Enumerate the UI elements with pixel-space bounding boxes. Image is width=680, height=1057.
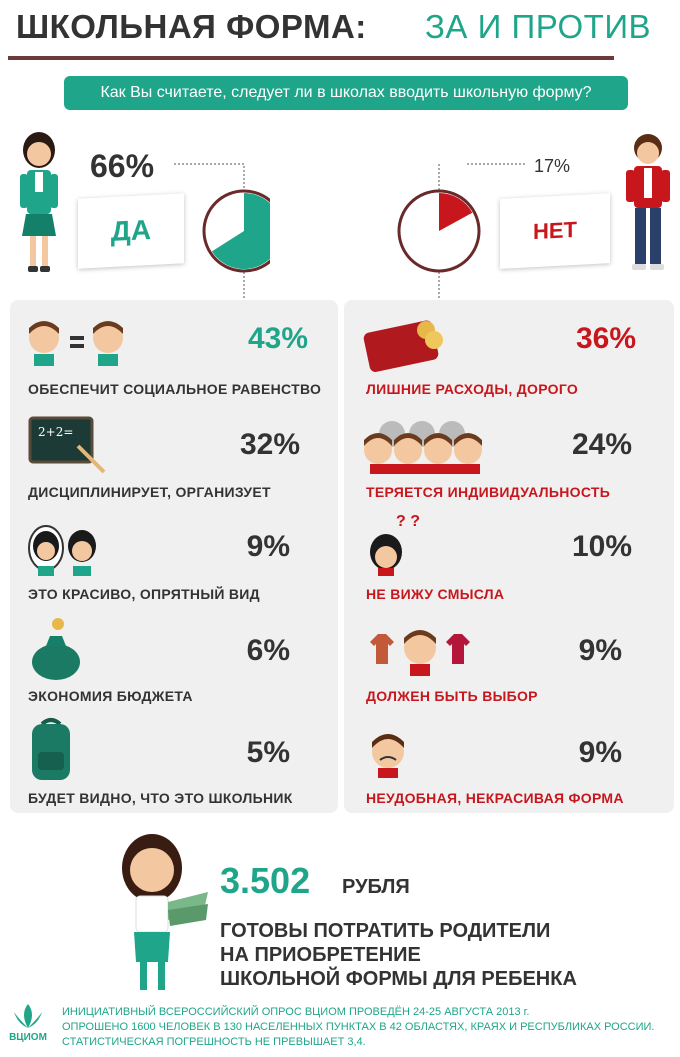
yes-card: ДА bbox=[78, 193, 184, 269]
pros-percent-1: 43% bbox=[247, 322, 308, 355]
cons-percent-4: 9% bbox=[578, 634, 622, 667]
pros-percent-3: 9% bbox=[246, 530, 290, 563]
title-divider bbox=[8, 56, 614, 60]
spending-line-2: НА ПРИОБРЕТЕНИЕ bbox=[220, 944, 421, 966]
survey-question: Как Вы считаете, следует ли в школах вводить школьную форму? bbox=[64, 76, 628, 110]
pros-label-1: ОБЕСПЕЧИТ СОЦИАЛЬНОЕ РАВЕНСТВО bbox=[28, 381, 322, 397]
spending-line-3: ШКОЛЬНОЙ ФОРМЫ ДЛЯ РЕБЕНКА bbox=[220, 968, 577, 990]
cons-label-1: ЛИШНИЕ РАСХОДЫ, ДОРОГО bbox=[366, 381, 579, 397]
woman-with-money-icon bbox=[108, 832, 212, 994]
footer-line-1: ИНИЦИАТИВНЫЙ ВСЕРОССИЙСКИЙ ОПРОС ВЦИОМ ПРОВЕДЁН 24-25 АВГУСТА 2013 г. bbox=[62, 1006, 530, 1018]
chalkboard-icon bbox=[28, 416, 108, 474]
page-subtitle: ЗА И ПРОТИВ bbox=[425, 8, 652, 45]
pros-percent-5: 5% bbox=[246, 736, 290, 769]
pros-label-3: ЭТО КРАСИВО, ОПРЯТНЫЙ ВИД bbox=[28, 586, 260, 602]
no-card: НЕТ bbox=[500, 193, 610, 269]
spending-amount: 3.502 bbox=[220, 860, 311, 901]
pros-percent-4: 6% bbox=[246, 634, 290, 667]
sad-boy-icon bbox=[368, 732, 408, 780]
pros-percent-2: 32% bbox=[239, 428, 300, 461]
vciom-logo-text: ВЦИОМ bbox=[9, 1032, 47, 1043]
footer-line-2: ОПРОШЕНО 1600 ЧЕЛОВЕК В 130 НАСЕЛЕННЫХ ПУНКТАХ В 42 ОБЛАСТЯХ, КРАЯХ И РЕСПУБЛИКАХ РОССИИ. bbox=[62, 1021, 655, 1033]
spending-line-1: ГОТОВЫ ПОТРАТИТЬ РОДИТЕЛИ bbox=[220, 920, 551, 942]
backpack-icon bbox=[28, 716, 74, 782]
cons-label-3: НЕ ВИЖУ СМЫСЛА bbox=[366, 586, 505, 602]
vciom-logo-icon bbox=[8, 1002, 48, 1032]
cons-label-5: НЕУДОБНАЯ, НЕКРАСИВАЯ ФОРМА bbox=[366, 790, 624, 806]
pros-label-5: БУДЕТ ВИДНО, ЧТО ЭТО ШКОЛЬНИК bbox=[28, 790, 293, 806]
wallet-coins-icon bbox=[362, 310, 448, 372]
boy-student-icon bbox=[620, 126, 676, 276]
same-faces-icon bbox=[362, 418, 488, 478]
money-bag-icon bbox=[28, 616, 84, 682]
page-title: ШКОЛЬНАЯ ФОРМА: bbox=[16, 8, 367, 45]
cons-label-4: ДОЛЖЕН БЫТЬ ВЫБОР bbox=[366, 688, 538, 704]
choice-shirts-icon bbox=[368, 628, 472, 680]
cons-percent-1: 36% bbox=[575, 322, 636, 355]
equal-students-icon bbox=[26, 318, 130, 368]
cons-label-2: ТЕРЯЕТСЯ ИНДИВИДУАЛЬНОСТЬ bbox=[366, 484, 611, 500]
chalkboard-text: 2+2= bbox=[38, 425, 74, 439]
girl-student-icon bbox=[10, 128, 68, 278]
confused-girl-icon bbox=[366, 512, 436, 576]
svg-text:? ?: ? ? bbox=[396, 513, 420, 530]
yes-percent: 66% bbox=[90, 148, 155, 184]
cons-percent-3: 10% bbox=[571, 530, 632, 563]
cons-percent-2: 24% bbox=[571, 428, 632, 461]
mirror-girls-icon bbox=[28, 524, 104, 578]
yes-pie-chart bbox=[170, 150, 270, 300]
no-percent: 17% bbox=[534, 156, 571, 176]
spending-unit: РУБЛЯ bbox=[342, 876, 410, 898]
pros-label-2: ДИСЦИПЛИНИРУЕТ, ОРГАНИЗУЕТ bbox=[28, 484, 271, 500]
pros-label-4: ЭКОНОМИЯ БЮДЖЕТА bbox=[28, 688, 193, 704]
cons-percent-5: 9% bbox=[578, 736, 622, 769]
footer-line-3: СТАТИСТИЧЕСКАЯ ПОГРЕШНОСТЬ НЕ ПРЕВЫШАЕТ 3,4. bbox=[62, 1036, 366, 1048]
